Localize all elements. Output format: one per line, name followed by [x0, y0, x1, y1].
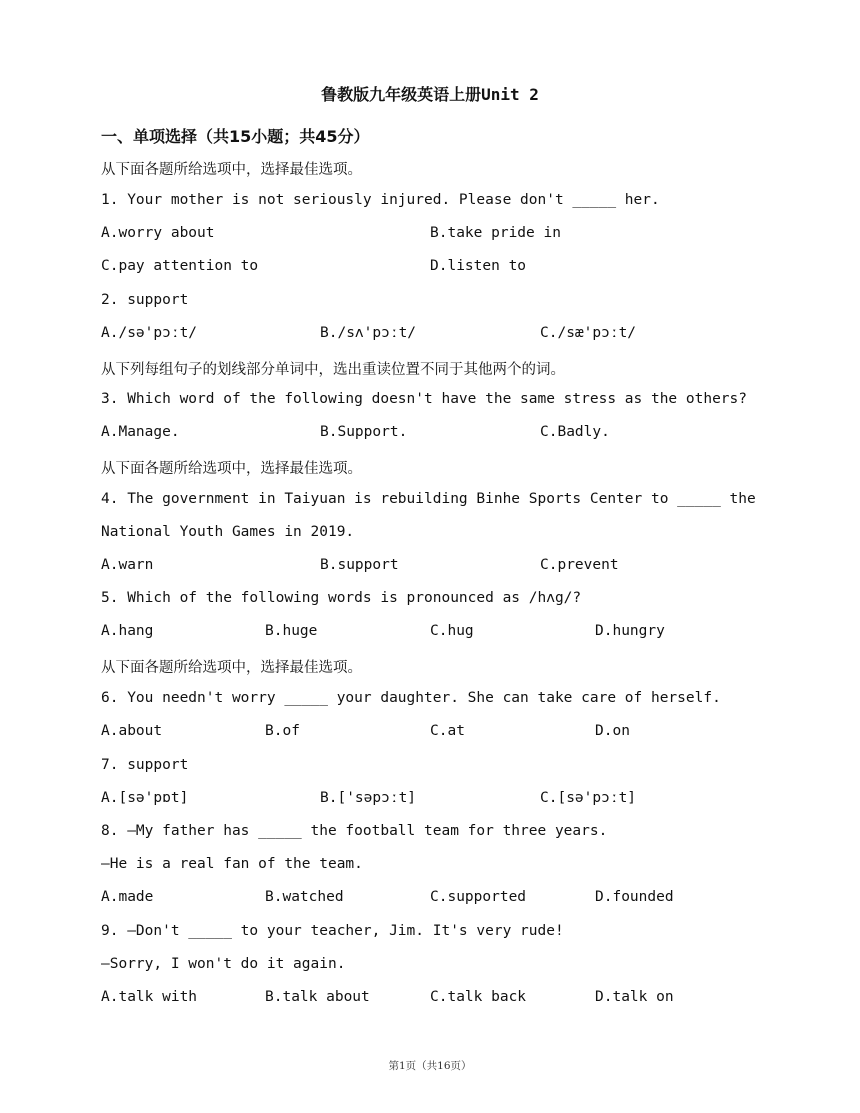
question-2-stem: 2. support: [101, 292, 189, 308]
q1-option-b: B.take pride in: [430, 225, 561, 241]
q4-option-b: B.support: [320, 557, 399, 573]
q3-option-b: B.Support.: [320, 424, 408, 440]
q9-option-a: A.talk with: [101, 989, 198, 1005]
q5-option-d: D.hungry: [595, 623, 665, 639]
q9-option-b: B.talk about: [265, 989, 370, 1005]
q6-option-b: B.of: [265, 723, 300, 739]
question-9-stem-continued: —Sorry, I won't do it again.: [101, 956, 346, 972]
question-7-stem: 7. support: [101, 757, 189, 773]
page-footer: 第1页（共16页）: [388, 1060, 472, 1072]
question-1-stem: 1. Your mother is not seriously injured. Please don't _____ her.: [101, 192, 660, 208]
q3-option-a: A.Manage.: [101, 424, 180, 440]
question-8-stem: 8. —My father has _____ the football team for three years.: [101, 823, 608, 839]
question-3-stem: 3. Which word of the following doesn't have the same stress as the others?: [101, 391, 748, 407]
q4-option-a: A.warn: [101, 557, 154, 573]
q7-option-a: A.[sə'pɒt]: [101, 790, 189, 806]
q5-option-b: B.huge: [265, 623, 318, 639]
q6-option-c: C.at: [430, 723, 465, 739]
q5-option-a: A.hang: [101, 623, 154, 639]
question-9-stem: 9. —Don't _____ to your teacher, Jim. It's very rude!: [101, 923, 564, 939]
question-4-stem-continued: National Youth Games in 2019.: [101, 524, 355, 540]
q2-option-c: C./sæ'pɔːt/: [540, 325, 637, 341]
q8-option-b: B.watched: [265, 889, 344, 905]
instruction-text: 从下面各题所给选项中，选择最佳选项。: [101, 660, 362, 676]
question-6-stem: 6. You needn't worry _____ your daughter. She can take care of herself.: [101, 690, 721, 706]
q1-option-a: A.worry about: [101, 225, 215, 241]
q5-option-c: C.hug: [430, 623, 474, 639]
q8-option-d: D.founded: [595, 889, 674, 905]
instruction-text: 从下列每组句子的划线部分单词中，选出重读位置不同于其他两个的词。: [101, 362, 565, 378]
question-5-stem: 5. Which of the following words is pronounced as /hʌg/?: [101, 590, 582, 606]
q9-option-c: C.talk back: [430, 989, 527, 1005]
document-title: 鲁教版九年级英语上册Unit 2: [321, 85, 539, 104]
q3-option-c: C.Badly.: [540, 424, 610, 440]
q2-option-a: A./sə'pɔːt/: [101, 325, 198, 341]
instruction-text: 从下面各题所给选项中，选择最佳选项。: [101, 461, 362, 477]
instruction-text: 从下面各题所给选项中，选择最佳选项。: [101, 162, 362, 178]
q2-option-b: B./sʌ'pɔːt/: [320, 325, 417, 341]
q4-option-c: C.prevent: [540, 557, 619, 573]
q6-option-a: A.about: [101, 723, 163, 739]
section-heading: 一、单项选择（共15小题；共45分）: [101, 127, 370, 146]
q6-option-d: D.on: [595, 723, 630, 739]
q7-option-b: B.['səpɔːt]: [320, 790, 417, 806]
q7-option-c: C.[sə'pɔːt]: [540, 790, 637, 806]
question-4-stem: 4. The government in Taiyuan is rebuilding Binhe Sports Center to _____ the: [101, 491, 756, 507]
q1-option-d: D.listen to: [430, 258, 527, 274]
q8-option-c: C.supported: [430, 889, 527, 905]
q8-option-a: A.made: [101, 889, 154, 905]
q1-option-c: C.pay attention to: [101, 258, 259, 274]
q9-option-d: D.talk on: [595, 989, 674, 1005]
question-8-stem-continued: —He is a real fan of the team.: [101, 856, 363, 872]
